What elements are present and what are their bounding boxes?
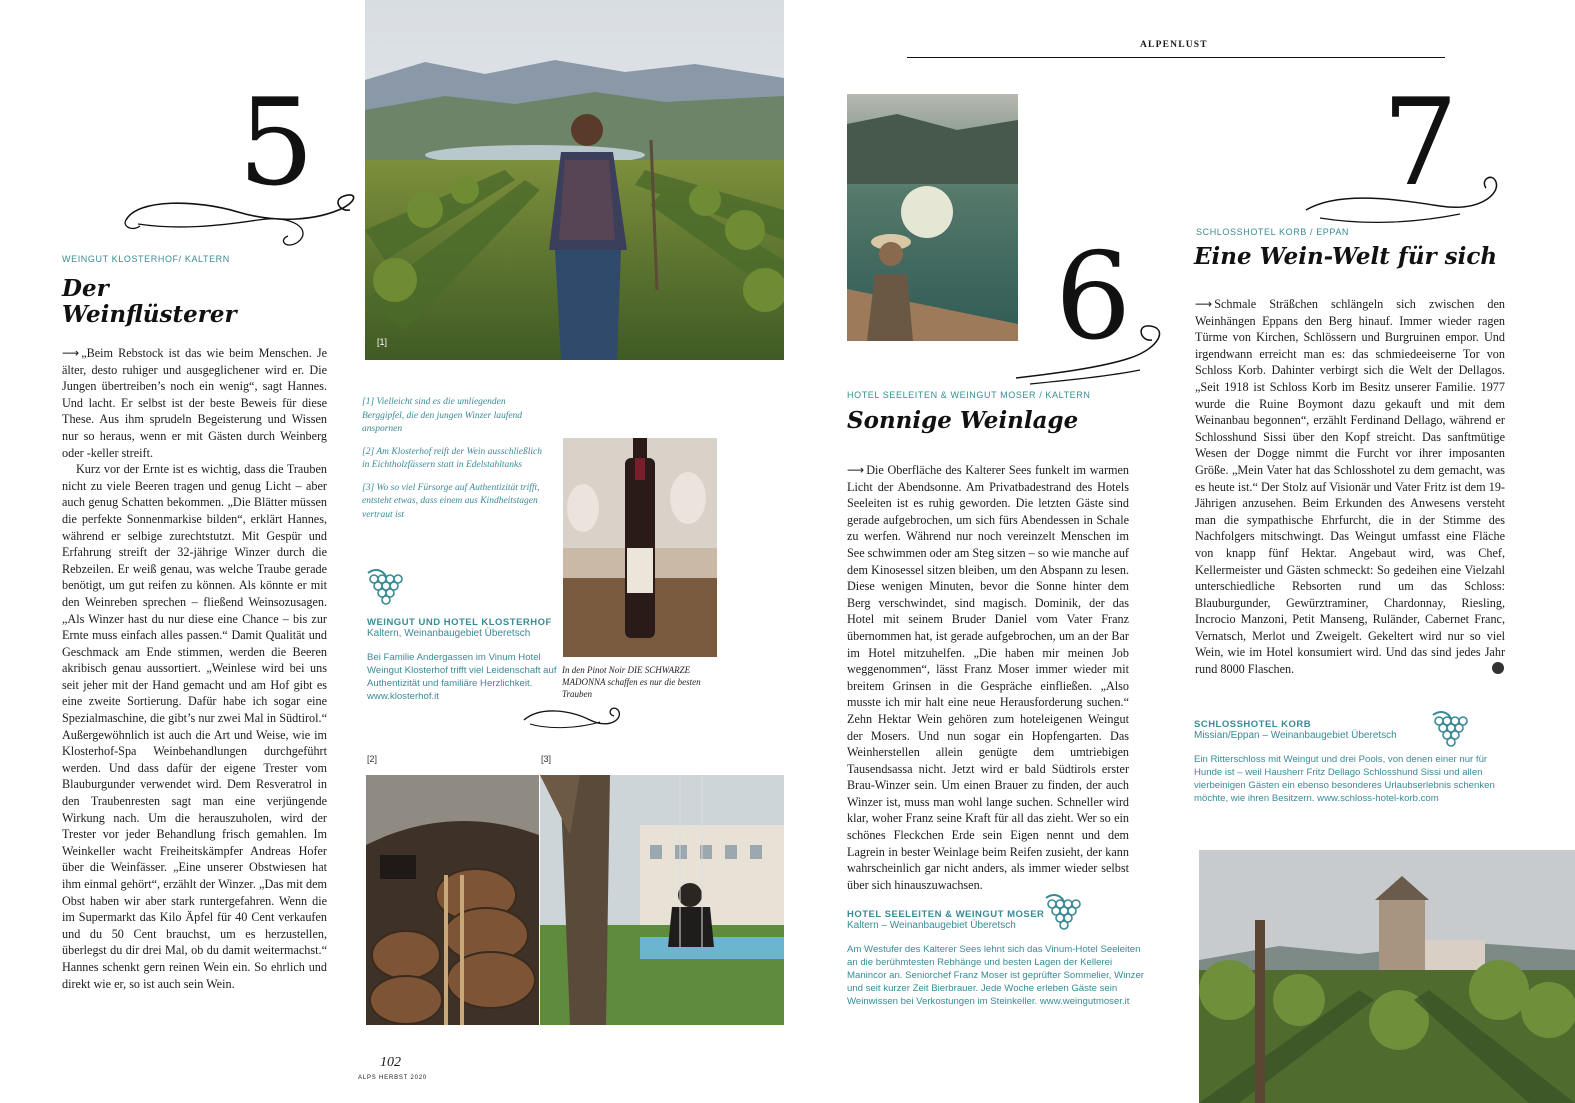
- vineyard-photo: [365, 0, 784, 360]
- caption-item: [2] Am Klosterhof reift der Wein ausschließlich in Eichtholzfässern statt in Edelstahltanks: [362, 446, 542, 470]
- article-body: [1195, 296, 1505, 678]
- article-title: Sonnige Weinlage: [847, 407, 1079, 434]
- castle-vineyard-photo: [1199, 850, 1575, 1103]
- info-text: Bei Familie Andergassen im Vinum Hotel Weingut Klosterhof trifft viel Leidenschaft auf Authentizität und familiäre Herzlichkeit. www.klosterhof.it: [367, 652, 557, 702]
- info-box: [1194, 719, 1506, 805]
- image-label: [2]: [367, 754, 378, 764]
- info-box: [367, 617, 557, 703]
- section-number-6: 6: [1055, 228, 1132, 367]
- article-kicker: HOTEL SEELEITEN & WEINGUT MOSER / KALTERN: [847, 390, 1091, 400]
- info-text: Ein Ritterschloss mit Weingut und drei Pools, von denen einer nur für Hunde ist – weil Hausherr Fritz Dellago Schlosshund Sissi und allen vierbeinigen Gästen ein ebenso besonderes Urlaubserlebnis schenken möchte, wie ihren Besitzern. www.schloss-hotel-korb.com: [1194, 754, 1495, 804]
- paragraph: ⟶ Schmale Sträßchen schlängeln sich zwischen den Weinhängen Eppans den Berg hinauf. Immer wieder ragen Türme von Kirchen, Schlössern und Burgruinen empor. Und irgendwann erreicht man es: das schmiedeeiserne Tor von Schloss Korb. Dahinter verbirgt sich die Welt der Dellagos. „Seit 1918 ist Schloss Korb im Besitz unserer Familie. 1977 wurde die Ruine Boymont dazu gekauft und mit dem Weinanbau begonnen“, erzählt Ferdinand Dellago, während er Schlosshund Sissi über den Kopf streicht. Das sanftmütige Wesen der Dogge nimmt die Furcht vor ihrer imposanten Größe. „Mein Vater hat das Schlosshotel zu dem gemacht, was es heute ist.“ Der Stolz auf Visionär und Vater Fritz ist dem 19-Jährigen anzusehen. Beim Erkunden des Anwesens versteht man die sympathische Ehrfurcht, die in der Stimme des Nachfolgers mitschwingt. Das Weingut umfasst eine Fläche von knapp fünf Hektar. Angebaut wird, was Chef, Kellermeister und Gästen schmeckt: So gedeihen eine Vielzahl unterschiedliche Rebsorten rund um das Schloss: Blauburgunder, Gewürztraminer, Chardonnay, Riesling, Incrocio Manzoni, Petit Manseng, Ruländer, Cabernet Franc, Vernatsch, Merlot und Zweigelt. Gekeltert wird nur so viel Wein, wie im Hotel konsumiert wird. Und das sind jedes Jahr rund 8000 Flaschen.: [1195, 297, 1505, 677]
- issue-label: ALPS HERBST 2020: [358, 1075, 428, 1081]
- info-title: WEINGUT UND HOTEL KLOSTERHOF: [367, 617, 552, 628]
- paragraph: ⟶ „Beim Rebstock ist das wie beim Menschen. Je älter, desto ruhiger und ausgeglichener wird er. Die Jungen übertreiben’s noch ein wenig“, sagt Hannes. Und lacht. Er selbst ist der beste Beweis für diese These. Aus ihm sprudeln Begeisterung und Wissen nur so heraus, wenn er mit Gästen durch Weinberg oder -keller streift.: [62, 346, 327, 460]
- info-subtitle: Kaltern – Weinanbaugebiet Überetsch: [847, 920, 1016, 931]
- flourish-ornament: [1010, 318, 1170, 394]
- grape-icon: [362, 565, 408, 605]
- paragraph: ⟶ Die Oberfläche des Kalterer Sees funkelt im warmen Licht der Abendsonne. Am Privatbadestrand des Hotels Seeleiten ist es ruhig geworden. Die letzten Gäste sind gerade aufgebrochen, um sich fürs Abendessen in Schale zu werfen. Während nur noch vereinzelt Menschen im See schwimmen oder am Steg sitzen – so wie manche auf dem Kinosessel sitzen bleiben, um den Abspann zu lesen. Diese wenigen Minuten, bevor die Sonne hinter dem Berg verschwindet, sind magisch. Dominik, der das Hotel mit seinem Bruder Daniel vom Vater Franz übernommen hat, ist gerade aufgebrochen, um an der Bar im Hotel mitzuhelfen. „Die haben mir meinen Job weggenommen“, lässt Franz Moser immer wieder mit breitem Grinsen in die Gespräche einfließen. „Also musste ich mir halt eine neue Herausforderung suchen.“ Zehn Hektar Wein gehören zum hoteleigenen Weingut der Mosers. Und nun sogar ein Hopfengarten. Das Weinherstellen allein genügte dem umtriebigen Tausendsassa nicht. Jetzt wird er bald Südtirols erster Brau-Winzer sein. Um einen Brauer zu finden, der auch Winzer ist, muss man wohl lange suchen. Schneller wird klar, woher Franz seine Kraft für all das zieht. Wer so ein schönes Fleckchen Erde sein Eigen nennt und dem Lagrein in bester Weinlage beim Reifen zusieht, der kann wahrscheinlich gar nicht anders, als immer wieder selbst über sich hinauszuwachsen.: [847, 463, 1129, 892]
- flourish-ornament: [520, 700, 630, 740]
- image-label: [3]: [541, 754, 552, 764]
- article-kicker: SCHLOSSHOTEL KORB / EPPAN: [1196, 227, 1350, 237]
- wine-bottle-photo: [563, 438, 717, 657]
- arrow-icon: ⟶: [1195, 297, 1213, 311]
- arrow-icon: ⟶: [62, 346, 80, 360]
- article-body: [847, 462, 1129, 893]
- header-rule: [907, 57, 1445, 58]
- wine-cellar-photo: [366, 775, 539, 1025]
- info-subtitle: Missian/Eppan – Weinanbaugebiet Überetsch: [1194, 730, 1397, 741]
- end-dot: [1492, 662, 1504, 674]
- article-title: [62, 276, 237, 328]
- caption-item: [3] Wo so viel Fürsorge auf Authentizität trifft, entsteht etwas, dass einem aus Kindheitstagen vertraut ist: [362, 482, 540, 520]
- section-header: ALPENLUST: [1140, 40, 1208, 50]
- info-title: SCHLOSSHOTEL KORB: [1194, 719, 1312, 730]
- info-title: HOTEL SEELEITEN & WEINGUT MOSER: [847, 909, 1045, 920]
- section-number-7: 7: [1382, 74, 1459, 213]
- article-body: [62, 345, 327, 992]
- info-text: Am Westufer des Kalterer Sees lehnt sich das Vinum-Hotel Seeleiten an die berühmtesten Rebhänge und besten Lagen der Kellerei Manincor an. Seniorchef Franz Moser ist geprüfter Sommelier, Winzer und seit kurzer Zeit Bierbrauer. Jede Woche erleben Gäste sein Weinwissen bei Verkostungen im Steinkeller. www.weingutmoser.it: [847, 944, 1144, 1007]
- image-label: [1]: [377, 337, 388, 347]
- arrow-icon: ⟶: [847, 463, 865, 477]
- flourish-ornament: [118, 190, 363, 260]
- info-box: [847, 909, 1153, 1008]
- page-number: 102: [380, 1055, 401, 1070]
- article-title: Eine Wein-Welt für sich: [1194, 243, 1498, 270]
- title-line: Weinflüsterer: [62, 301, 237, 328]
- paragraph: Kurz vor der Ernte ist es wichtig, dass die Trauben nicht zu viele Beeren tragen und genug Licht – aber auch genug Schatten bekommen. „Die Blätter müssen die perfekte Sonnenmarkise bilden“, erklärt Hannes, während er selbige zurechtstutzt. Mit Gespür und Erfahrung streift der 32-jährige Winzer durch die Rebzeilen. Er weiß genau, was welche Traube gerade benötigt, um gut reifen zu können. Als könnte er mit den Weinreben sprechen – fließend Weinsozusagen. „Als Winzer hast du nur diese eine Chance – bis zur Ernte muss einfach alles passen.“ Damit Qualität und Geschmack am Ende stimmen, werden die Beeren akribisch genau aussortiert. „Weinlese wird bei uns seit jeher mit der Hand gemacht und am Hof gibt es eine zweite Sortierung. Dafür habe ich sogar eine Spezialmaschine, die gibt’s nur zwei Mal in Südtirol.“ Außergewöhnlich ist auch die Art und Weise, wie im Klosterhof-Spa Weinbehandlungen durchgeführt werden. Und dass dafür der eigene Trester vom Blauburgunder verwendet wird. Dem Resveratrol in den Traubenresten sagt man eine verjüngende Wirkung nach. Um die herauszuholen, wird der Trester vor jeder Behandlung frisch gemahlen. Im Weinkeller wacht Freiheitskämpfer Andreas Hofer über die Weinfässer. „Eine unserer Obstwiesen hat ihm einmal gehört“, erzählt der Winzer. „Das mit dem Obst haben wir aber stark runtergefahren. Wenn die im Supermarkt das Kilo Äpfel für 40 Cent verkaufen und du 50 Cent brauchst, um es herzustellen, überlegst du dir drei Mal, ob du damit weitermachst.“ Hannes schenkt gern reinen Wein ein. So ehrlich und direkt wie er, so ist auch sein Wein.: [62, 462, 327, 991]
- title-line: Der: [62, 275, 109, 302]
- garden-swing-photo: [540, 775, 784, 1025]
- caption-item: [1] Vielleicht sind es die umliegenden Berggipfel, die den jungen Winzer laufend anspornen: [362, 397, 523, 434]
- info-subtitle: Kaltern, Weinanbaugebiet Überetsch: [367, 628, 531, 639]
- article-kicker: WEINGUT KLOSTERHOF/ KALTERN: [62, 254, 230, 264]
- bottle-caption: In den Pinot Noir DIE SCHWARZE MADONNA schaffen es nur die besten Trauben: [562, 665, 701, 699]
- lake-photo: [847, 94, 1018, 341]
- section-number-5: 5: [238, 74, 315, 213]
- photo-caption: [362, 396, 542, 522]
